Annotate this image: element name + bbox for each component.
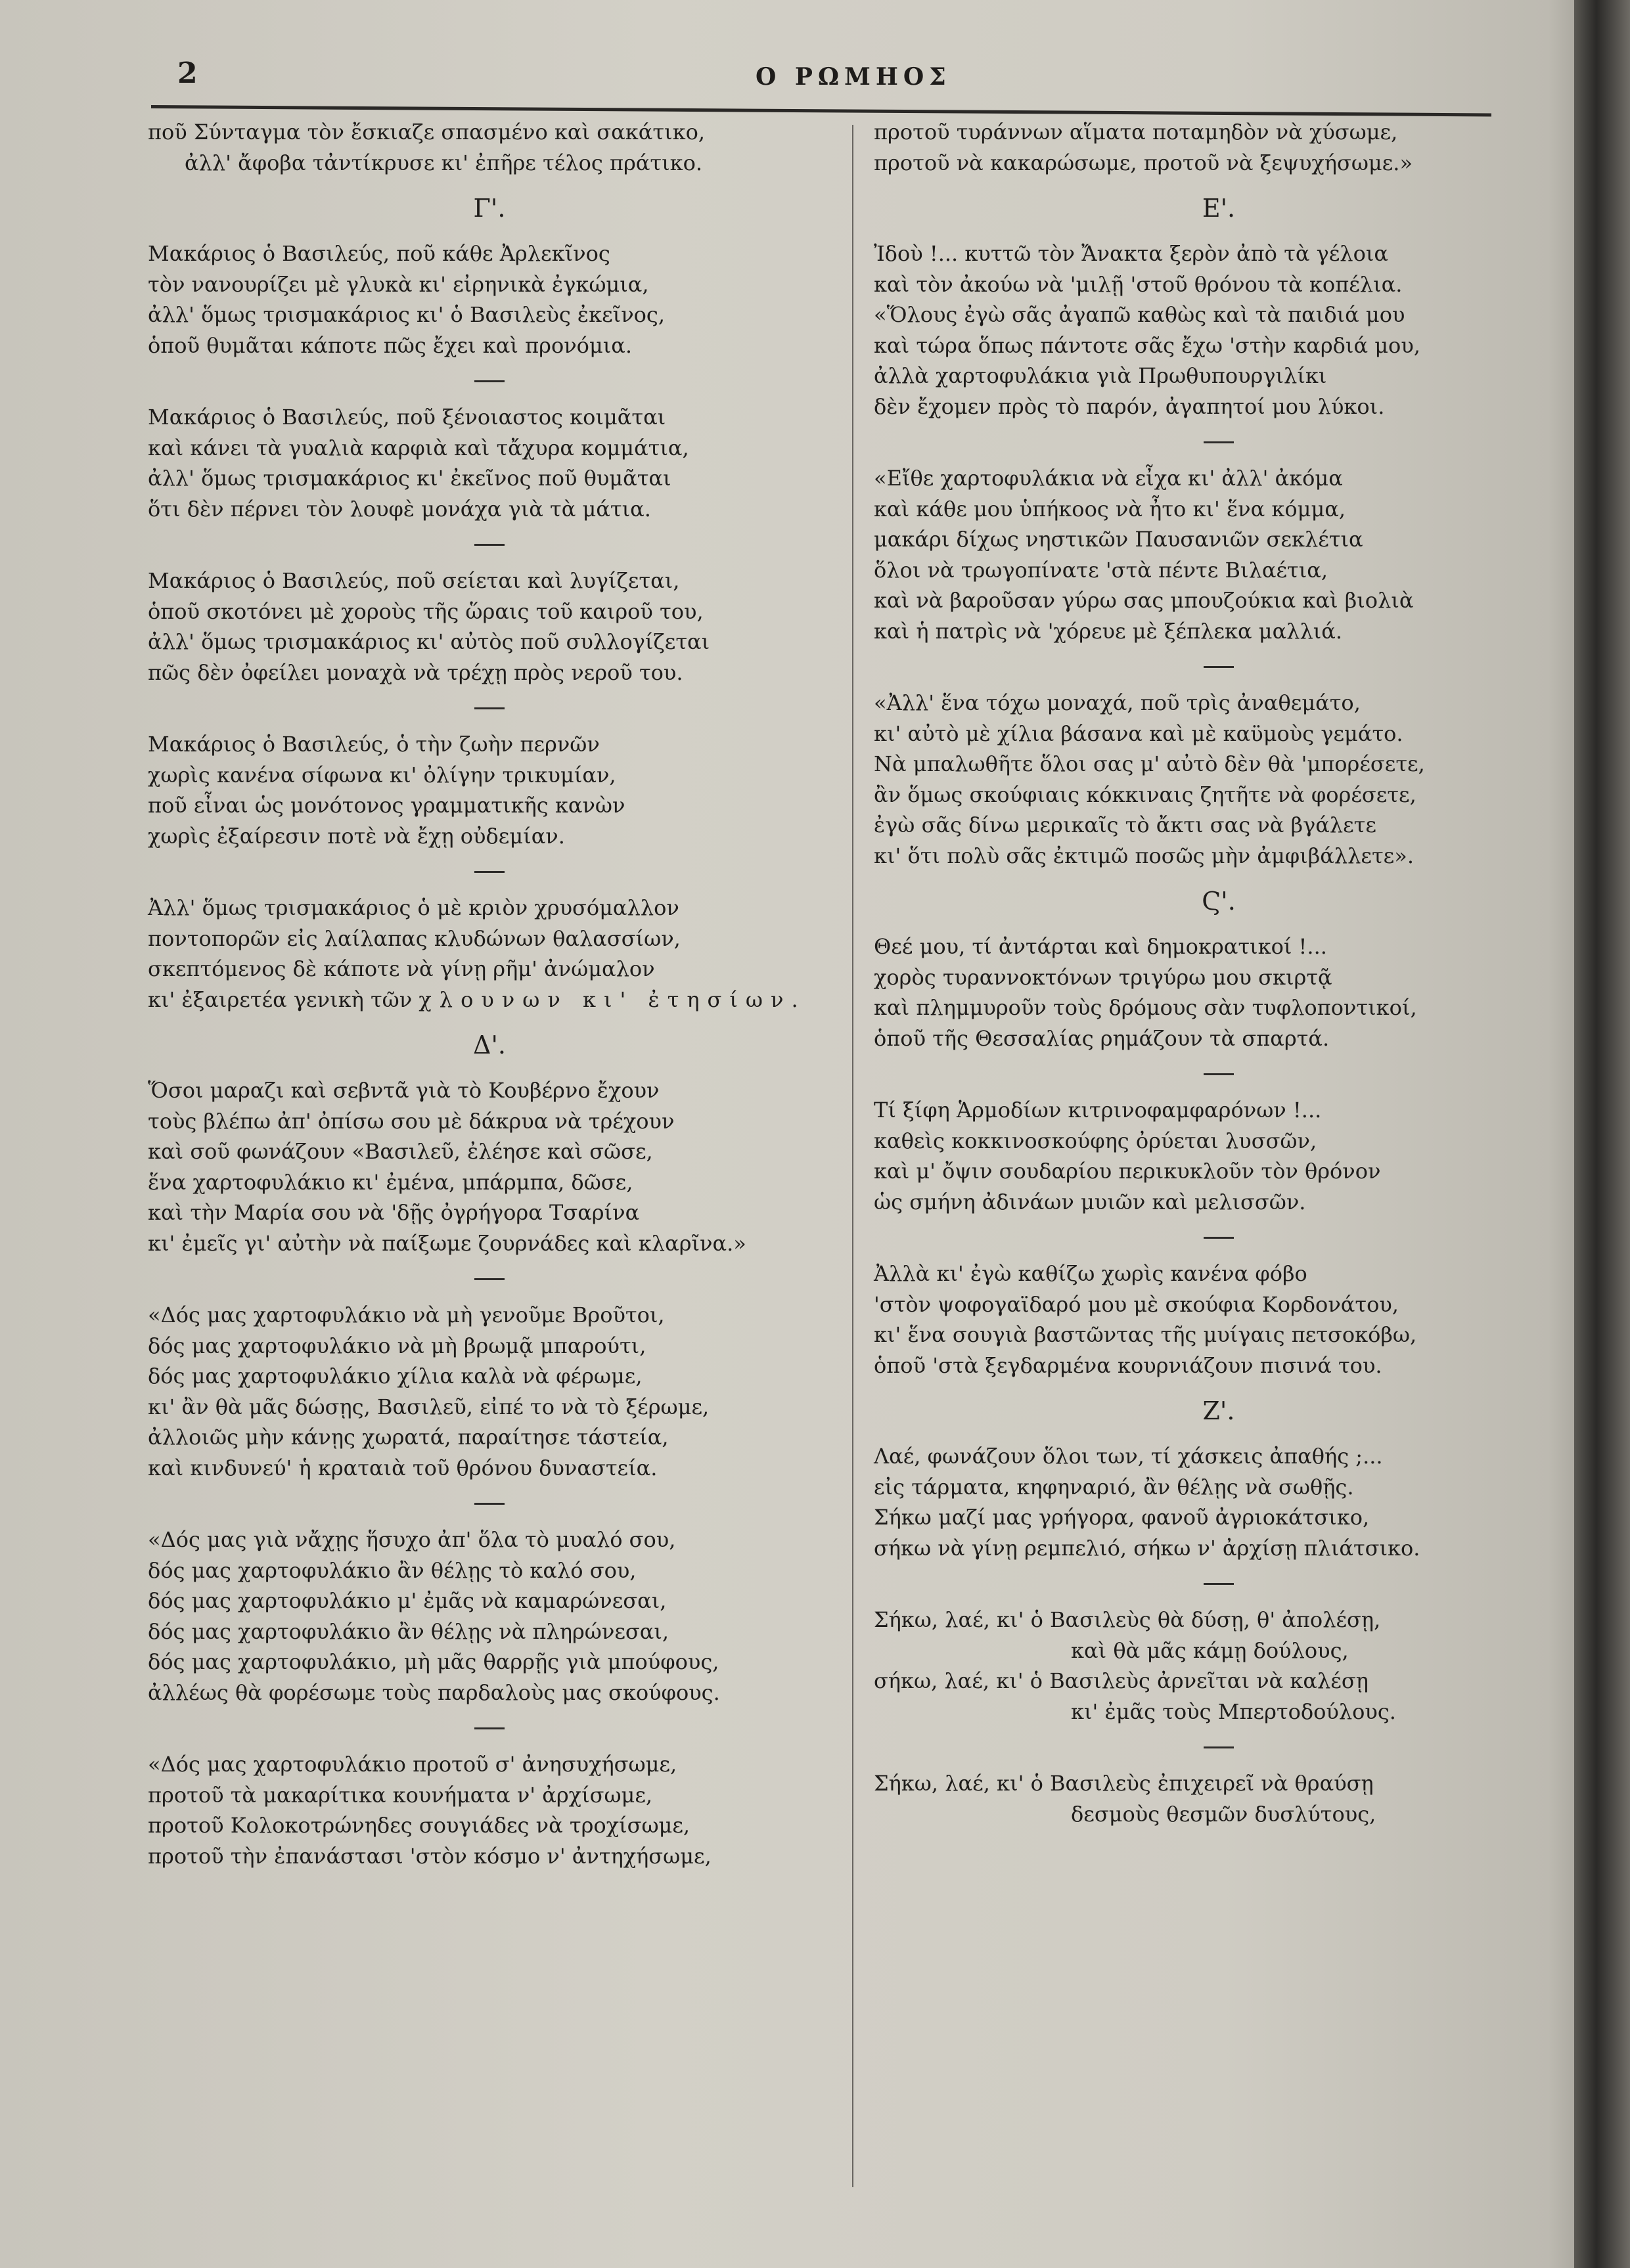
stanza bbox=[148, 566, 831, 688]
stanza bbox=[874, 1441, 1564, 1563]
verse-line: ἀλλ' ἄφοβα τἀντίκρυσε κι' ἐπῆρε τέλος πράτικο. bbox=[185, 150, 703, 175]
verse-line: Ἰδοὺ !... κυττῶ τὸν Ἄνακτα ξερὸν ἀπὸ τὰ γέλοια bbox=[874, 241, 1388, 266]
verse-line: χωρὶς κανένα σίφωνα κι' ὀλίγην τρικυμίαν, bbox=[148, 762, 616, 788]
verse-line: Σήκω μαζί μας γρήγορα, φανοῦ ἀγριοκάτσικο, bbox=[874, 1505, 1370, 1530]
section-heading: Ζ'. bbox=[1202, 1396, 1235, 1425]
verse-text: κι' ἐξαιρετέα γενικὴ τῶν bbox=[148, 987, 413, 1012]
page-binding-edge bbox=[1574, 0, 1630, 2268]
verse-line: καὶ ἡ πατρὶς νὰ 'χόρευε μὲ ξέπλεκα μαλλιά. bbox=[874, 618, 1343, 644]
page-number: 2 bbox=[177, 56, 198, 90]
verse-line: ἐγὼ σᾶς δίνω μερικαῖς τὸ ἄκτι σας νὰ βγάλετε bbox=[874, 812, 1376, 837]
verse-line: ποῦ Σύνταγμα τὸν ἔσκιαζε σπασμένο καὶ σακάτικο, bbox=[148, 120, 705, 145]
stanza-divider bbox=[1204, 1746, 1234, 1748]
column-divider bbox=[852, 125, 853, 2187]
verse-line: Μακάριος ὁ Βασιλεύς, ποῦ κάθε Ἀρλεκῖνος bbox=[148, 241, 610, 266]
stanza-divider bbox=[474, 871, 505, 873]
verse-line: δός μας χαρτοφυλάκιο, μὴ μᾶς θαρρῇς γιὰ μπούφους, bbox=[148, 1649, 719, 1674]
verse-line: καὶ κάνει τὰ γυαλιὰ καρφιὰ καὶ τἄχυρα κομμάτια, bbox=[148, 435, 689, 460]
stanza bbox=[148, 1749, 831, 1871]
verse-line: «Εἴθε χαρτοφυλάκια νὰ εἶχα κι' ἀλλ' ἀκόμα bbox=[874, 466, 1343, 491]
verse-line: «Ἀλλ' ἕνα τόχω μοναχά, ποῦ τρὶς ἀναθεμάτο, bbox=[874, 690, 1361, 715]
stanza-divider bbox=[474, 1278, 505, 1280]
section-heading: Ε'. bbox=[1202, 194, 1236, 223]
verse-line: ὁποῦ 'στὰ ξεγδαρμένα κουρνιάζουν πισινά του. bbox=[874, 1352, 1382, 1378]
section-heading: Ϛ'. bbox=[1202, 887, 1236, 916]
stanza bbox=[874, 1768, 1564, 1829]
verse-line: ὁποῦ θυμᾶται κάποτε πῶς ἔχει καὶ προνόμια. bbox=[148, 332, 633, 358]
verse-line: ἀλλοιῶς μὴν κάνῃς χωρατά, παραίτησε τάστεία, bbox=[148, 1425, 669, 1450]
stanza-divider bbox=[474, 1503, 505, 1505]
stanza bbox=[874, 238, 1564, 422]
verse-line: ποῦ εἶναι ὡς μονότονος γραμματικῆς κανὼν bbox=[148, 793, 625, 818]
verse-line: Σήκω, λαέ, κι' ὁ Βασιλεὺς θὰ δύσῃ, θ' ἀπολέσῃ, bbox=[874, 1607, 1381, 1632]
verse-line: ποντοπορῶν εἰς λαίλαπας κλυδώνων θαλασσίων, bbox=[148, 925, 681, 951]
verse-line: κι' ἂν θὰ μᾶς δώσῃς, Βασιλεῦ, εἰπέ το νὰ τὸ ξέρωμε, bbox=[148, 1394, 710, 1419]
stanza bbox=[874, 1605, 1564, 1727]
verse-line: «Δός μας χαρτοφυλάκιο προτοῦ σ' ἀνησυχήσωμε, bbox=[148, 1752, 677, 1777]
verse-line: σήκω, λαέ, κι' ὁ Βασιλεὺς ἀρνεῖται νὰ καλέσῃ bbox=[874, 1668, 1369, 1693]
stanza-divider bbox=[474, 380, 505, 382]
stanza bbox=[148, 238, 831, 361]
verse-line: δὲν ἔχομεν πρὸς τὸ παρόν, ἀγαπητοί μου λύκοι. bbox=[874, 393, 1385, 419]
stanza-divider bbox=[474, 1727, 505, 1729]
header-rule bbox=[151, 105, 1491, 116]
verse-line: καὶ τὴν Μαρία σου νὰ 'δῇς ὀγρήγορα Τσαρίνα bbox=[148, 1200, 640, 1225]
stanza-divider bbox=[474, 707, 505, 709]
stanza-divider bbox=[1204, 1237, 1234, 1239]
verse-line: Ἀλλ' ὅμως τρισμακάριος ὁ μὲ κριὸν χρυσόμαλλον bbox=[148, 895, 679, 920]
verse-line: καὶ τώρα ὅπως πάντοτε σᾶς ἔχω 'στὴν καρδιά μου, bbox=[874, 332, 1420, 358]
section-heading: Γ'. bbox=[473, 194, 506, 223]
verse-line: Μακάριος ὁ Βασιλεύς, ὁ τὴν ζωὴν περνῶν bbox=[148, 732, 600, 757]
stanza bbox=[874, 117, 1564, 178]
verse-line: ὁποῦ τῆς Θεσσαλίας ρημάζουν τὰ σπαρτά. bbox=[874, 1025, 1330, 1051]
verse-line: Ὅσοι μαραζι καὶ σεβντᾶ γιὰ τὸ Κουβέρνο ἔχουν bbox=[148, 1078, 660, 1103]
stanza-divider bbox=[1204, 666, 1234, 668]
verse-line: μακάρι δίχως νηστικῶν Παυσανιῶν σεκλέτια bbox=[874, 527, 1363, 552]
verse-line: πῶς δὲν ὀφείλει μοναχὰ νὰ τρέχῃ πρὸς νεροῦ του. bbox=[148, 659, 683, 685]
verse-line bbox=[148, 985, 831, 1015]
verse-line: «Δός μας χαρτοφυλάκιο νὰ μὴ γενοῦμε Βροῦτοι, bbox=[148, 1302, 665, 1327]
verse-line: ὁποῦ σκοτόνει μὲ χοροὺς τῆς ὥραις τοῦ καιροῦ του, bbox=[148, 598, 704, 624]
verse-line: ἀλλέως θὰ φορέσωμε τοὺς παρδαλοὺς μας σκούφους. bbox=[148, 1679, 720, 1705]
verse-line: καὶ κάθε μου ὑπήκοος νὰ ἦτο κι' ἕνα κόμμα, bbox=[874, 496, 1346, 522]
verse-line: εἰς τάρματα, κηφηναριό, ἂν θέλῃς νὰ σωθῇς. bbox=[874, 1474, 1354, 1500]
verse-line: Τί ξίφη Ἁρμοδίων κιτρινοφαμφαρόνων !... bbox=[874, 1098, 1322, 1123]
verse-line: 'στὸν ψοφογαϊδαρό μου μὲ σκούφια Κορδονάτου, bbox=[874, 1291, 1399, 1317]
verse-line: δός μας χαρτοφυλάκιο μ' ἐμᾶς νὰ καμαρώνεσαι, bbox=[148, 1588, 667, 1613]
verse-line: δός μας χαρτοφυλάκιο ἂν θέλῃς νὰ πληρώνεσαι, bbox=[148, 1618, 669, 1644]
stanza bbox=[874, 463, 1564, 646]
verse-line: χωρὶς ἐξαίρεσιν ποτὲ νὰ ἔχῃ οὐδεμίαν. bbox=[148, 823, 565, 849]
stanza-divider bbox=[1204, 1073, 1234, 1075]
verse-line: καὶ πλημμυροῦν τοὺς δρόμους σὰν τυφλοποντικοί, bbox=[874, 995, 1417, 1020]
verse-line: Μακάριος ὁ Βασιλεύς, ποῦ ξένοιαστος κοιμᾶται bbox=[148, 405, 666, 430]
verse-line: δός μας χαρτοφυλάκιο νὰ μὴ βρωμᾷ μπαρούτι, bbox=[148, 1333, 646, 1358]
verse-line: κι' ἕνα σουγιὰ βαστῶντας τῆς μυίγαις πετσοκόβω, bbox=[874, 1322, 1417, 1347]
verse-line: ἀλλ' ὅμως τρισμακάριος κι' ὁ Βασιλεὺς ἐκεῖνος, bbox=[148, 302, 666, 327]
verse-line: Θεέ μου, τί ἀντάρται καὶ δημοκρατικοί !... bbox=[874, 934, 1327, 959]
left-column bbox=[148, 117, 831, 1871]
stanza-divider bbox=[474, 544, 505, 546]
verse-line: Μακάριος ὁ Βασιλεύς, ποῦ σείεται καὶ λυγίζεται, bbox=[148, 568, 680, 593]
verse-line: καὶ σοῦ φωνάζουν «Βασιλεῦ, ἐλέησε καὶ σῶσε, bbox=[148, 1139, 653, 1164]
verse-line: κι' ἐμεῖς γι' αὐτὴν νὰ παίξωμε ζουρνάδες καὶ κλαρῖνα.» bbox=[148, 1230, 746, 1256]
verse-line: ἕνα χαρτοφυλάκιο κι' ἐμένα, μπάρμπα, δῶσε, bbox=[148, 1169, 633, 1195]
verse-line: σήκω νὰ γίνῃ ρεμπελιό, σήκω ν' ἀρχίσῃ πλιάτσικο. bbox=[874, 1535, 1420, 1561]
verse-line: καὶ κινδυνεύ' ἡ κραταιὰ τοῦ θρόνου δυναστεία. bbox=[148, 1455, 658, 1480]
stanza bbox=[874, 931, 1564, 1054]
verse-line: ὡς σμήνη ἀδινάων μυιῶν καὶ μελισσῶν. bbox=[874, 1189, 1306, 1214]
verse-line: ἀλλ' ὅμως τρισμακάριος κι' αὐτὸς ποῦ συλλογίζεται bbox=[148, 629, 710, 654]
verse-line: Ἀλλὰ κι' ἐγὼ καθίζω χωρὶς κανένα φόβο bbox=[874, 1261, 1307, 1286]
verse-line: καὶ τὸν ἀκούω νὰ 'μιλῇ 'στοῦ θρόνου τὰ κοπέλια. bbox=[874, 271, 1403, 297]
spaced-emphasis-text: χλουνων κι' ἐτησίων. bbox=[419, 987, 806, 1012]
verse-line: κι' ὅτι πολὺ σᾶς ἐκτιμῶ ποσῶς μὴν ἀμφιβάλλετε». bbox=[874, 843, 1414, 868]
stanza bbox=[148, 402, 831, 524]
stanza-divider bbox=[1204, 441, 1234, 443]
verse-line: Λαέ, φωνάζουν ὅλοι των, τί χάσκεις ἀπαθής ;... bbox=[874, 1444, 1383, 1469]
verse-line: ἀλλ' ὅμως τρισμακάριος κι' ἐκεῖνος ποῦ θυμᾶται bbox=[148, 466, 671, 491]
stanza bbox=[148, 1075, 831, 1258]
stanza bbox=[148, 1524, 831, 1708]
verse-line: κι' αὐτὸ μὲ χίλια βάσανα καὶ μὲ καϋμοὺς γεμάτο. bbox=[874, 721, 1403, 746]
verse-line: Νὰ μπαλωθῆτε ὅλοι σας μ' αὐτὸ δὲν θὰ 'μπορέσετε, bbox=[874, 751, 1425, 776]
stanza bbox=[874, 1258, 1564, 1381]
verse-line: ἂν ὅμως σκούφιαις κόκκιναις ζητῆτε νὰ φορέσετε, bbox=[874, 782, 1416, 807]
stanza bbox=[148, 893, 831, 1015]
verse-line: «Ὅλους ἐγὼ σᾶς ἀγαπῶ καθὼς καὶ τὰ παιδιά μου bbox=[874, 302, 1405, 327]
verse-line: καὶ θὰ μᾶς κάμῃ δούλους, bbox=[1071, 1637, 1349, 1663]
verse-line: τοὺς βλέπω ἀπ' ὀπίσω σου μὲ δάκρυα νὰ τρέχουν bbox=[148, 1108, 675, 1134]
stanza bbox=[874, 1095, 1564, 1217]
section-heading: Δ'. bbox=[473, 1031, 506, 1059]
verse-line: καὶ νὰ βαροῦσαν γύρω σας μπουζούκια καὶ βιολιὰ bbox=[874, 588, 1414, 613]
verse-line: καθεὶς κοκκινοσκούφης ὀρύεται λυσσῶν, bbox=[874, 1128, 1317, 1153]
newspaper-title: Ο ΡΩΜΗΟΣ bbox=[756, 63, 951, 91]
verse-line: δεσμοὺς θεσμῶν δυσλύτους, bbox=[1071, 1801, 1376, 1827]
verse-line: προτοῦ νὰ κακαρώσωμε, προτοῦ νὰ ξεψυχήσωμε.» bbox=[874, 150, 1413, 175]
verse-line: ἀλλὰ χαρτοφυλάκια γιὰ Πρωθυπουργιλίκι bbox=[874, 363, 1327, 388]
verse-line: Σήκω, λαέ, κι' ὁ Βασιλεὺς ἐπιχειρεῖ νὰ θραύσῃ bbox=[874, 1771, 1374, 1796]
verse-line: «Δός μας γιὰ νἄχῃς ἥσυχο ἀπ' ὅλα τὸ μυαλό σου, bbox=[148, 1527, 676, 1552]
verse-line: προτοῦ τυράννων αἵματα ποταμηδὸν νὰ χύσωμε, bbox=[874, 120, 1398, 145]
stanza bbox=[874, 688, 1564, 871]
stanza bbox=[148, 729, 831, 851]
stanza bbox=[148, 1300, 831, 1483]
right-column bbox=[874, 117, 1564, 1829]
verse-line: ὅλοι νὰ τρωγοπίνατε 'στὰ πέντε Βιλαέτια, bbox=[874, 557, 1328, 583]
verse-line: σκεπτόμενος δὲ κάποτε νὰ γίνῃ ρῆμ' ἀνώμαλον bbox=[148, 956, 655, 981]
verse-line: κι' ἐμᾶς τοὺς Μπερτοδούλους. bbox=[1071, 1699, 1396, 1724]
verse-line: καὶ μ' ὄψιν σουδαρίου περικυκλοῦν τὸν θρόνον bbox=[874, 1159, 1381, 1184]
verse-line: προτοῦ τὴν ἐπανάστασι 'στὸν κόσμο ν' ἀντηχήσωμε, bbox=[148, 1843, 712, 1869]
stanza-divider bbox=[1204, 1583, 1234, 1585]
verse-line: προτοῦ Κολοκοτρώνηδες σουγιάδες νὰ τροχίσωμε, bbox=[148, 1813, 690, 1838]
stanza bbox=[148, 117, 831, 178]
verse-line: ὅτι δὲν πέρνει τὸν λουφὲ μονάχα γιὰ τὰ μάτια. bbox=[148, 496, 651, 522]
verse-line: δός μας χαρτοφυλάκιο χίλια καλὰ νὰ φέρωμε, bbox=[148, 1364, 643, 1389]
verse-line: χορὸς τυραννοκτόνων τριγύρω μου σκιρτᾷ bbox=[874, 964, 1332, 990]
verse-line: τὸν νανουρίζει μὲ γλυκὰ κι' εἰρηνικὰ ἐγκώμια, bbox=[148, 271, 649, 297]
verse-line: δός μας χαρτοφυλάκιο ἂν θέλῃς τὸ καλό σου, bbox=[148, 1557, 637, 1583]
verse-line: προτοῦ τὰ μακαρίτικα κουνήματα ν' ἀρχίσωμε, bbox=[148, 1782, 653, 1808]
